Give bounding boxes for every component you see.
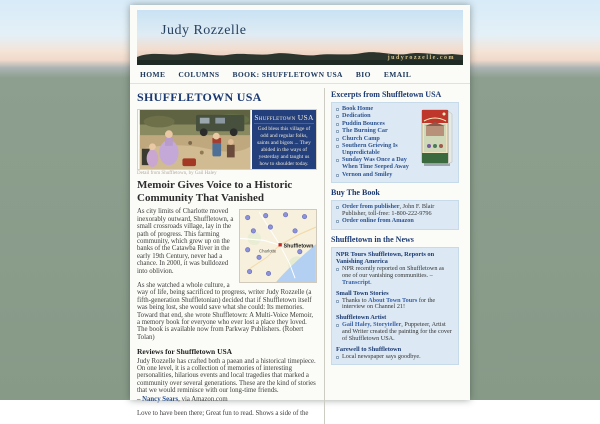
list-item (336, 322, 454, 343)
review-text: Judy Rozzelle has crafted both a paean and a historical timepiece. On one level, it is a collection of memories of interesting personalities, hilarious events and local tragedies that marked a community over several generations. These are the kind of stories that we would reminisce with our long-time friends. (137, 357, 316, 395)
list-item (336, 218, 454, 225)
buy-book-box (331, 200, 459, 230)
news-heading-small-town: Small Town Stories (336, 289, 389, 297)
content-area (130, 84, 470, 424)
panel-title: Shuffletown USA (254, 113, 314, 122)
list-bullet-icon (336, 356, 339, 359)
site-domain-label: judyrozzelle.com (387, 55, 455, 61)
panel-blessing-text: God bless this village of odd and regular folks, saints and bigots ... They abided in the ways of yesterday and taught us how to shoulder today. (257, 126, 311, 168)
region-map-image (239, 209, 317, 283)
reviews-heading: Reviews for Shuffletown USA (137, 347, 233, 357)
about-town-tours-link[interactable]: About Town Tours (368, 296, 418, 304)
list-bullet-icon (336, 174, 339, 177)
excerpt-link-puddin-bounces[interactable]: Puddin Bounces (342, 119, 385, 127)
publisher-details: , John F. Blair Publisher, toll-free: 1-800-222-9796 (342, 203, 435, 217)
review-author-link[interactable]: – Nancy Sears (137, 395, 179, 403)
list-bullet-icon (336, 300, 339, 303)
list-item (336, 204, 454, 218)
news-item-farewell: Local newspaper says goodbye. (342, 353, 421, 361)
list-bullet-icon (336, 123, 339, 126)
list-item (336, 172, 454, 179)
news-item-artist: Gail Haley, Storyteller, Puppeteer, Artist and Writer created the painting for the cover of Shuffletown USA. (342, 321, 452, 343)
excerpts-title: Excerpts from Shuffletown USA (331, 90, 442, 99)
review-partial-line: Love to have been there; Great fun to read. Shows a side of the (137, 410, 309, 418)
nav-book-shuffletown[interactable]: BOOK: SHUFFLETOWN USA (232, 70, 343, 79)
review-author-line (137, 396, 317, 403)
nav-home[interactable]: HOME (140, 70, 166, 79)
excerpts-box (331, 102, 459, 183)
main-nav (130, 65, 470, 84)
news-heading-artist: Shuffletown Artist (336, 314, 387, 322)
article-paragraph-2: As she watched a whole culture, a way of life, being sacrificed to progress, writer Judy Rozzelle (a fifth-generation Shuffletonian) decided that if Shuffletown itself was being lost, she would save what she could: Its memories. Toward that end, she wrote Shuffletown: A Multi-Voice Memoir, a memory book for everyone who ever lost a place they loved. The book is available now from Parkway Publishers. (Robert Tolan) (137, 281, 314, 341)
transcript-link[interactable]: Transcript (342, 278, 371, 286)
order-publisher-link[interactable]: Order from publisher (342, 203, 400, 211)
excerpt-link-sunday[interactable]: Sunday Was Once a Day When Time Seeped Away (342, 156, 409, 171)
article-heading: Memoir Gives Voice to a Historic Community That Vanished (137, 179, 293, 204)
excerpt-link-southern-grieving[interactable]: Southern Grieving Is Unpredictable (342, 142, 398, 156)
page-title: SHUFFLETOWN USA (137, 90, 262, 104)
excerpt-link-church-camp[interactable]: Church Camp (342, 134, 380, 142)
news-heading-farewell: Farewell to Shuffletown (336, 346, 402, 354)
excerpt-link-book-home[interactable]: Book Home (342, 105, 374, 112)
article-paragraph-1: As city limits of Charlotte moved inexorably outward, Shuffletown, a small crossroads village, lay in the path of progress. This farming community, which grew up on the banks of the Catawba River in the early 19th Century, never had a chance. In 2000, it was bulldozed into oblivion. (137, 208, 234, 275)
buy-book-title: Buy The Book (331, 188, 380, 198)
list-bullet-icon (336, 145, 339, 148)
list-bullet-icon (336, 220, 339, 223)
nav-columns[interactable]: COLUMNS (178, 70, 220, 79)
list-item (336, 266, 454, 287)
excerpt-link-dedication[interactable]: Dedication (342, 112, 371, 120)
list-bullet-icon (336, 108, 339, 111)
shuffletown-painting-image (138, 110, 252, 169)
excerpt-link-burning-car[interactable]: The Burning Car (342, 127, 388, 135)
list-bullet-icon (336, 115, 339, 118)
list-bullet-icon (336, 159, 339, 162)
news-item-npr: NPR recently reported on Shuffletown as one of our vanishing communities. – Transcript. (342, 264, 445, 286)
excerpt-link-vernon-smiley[interactable]: Vernon and Smiley (342, 170, 393, 178)
news-title: Shuffletown in the News (331, 234, 414, 244)
order-amazon-link[interactable]: Order online from Amazon (342, 217, 414, 225)
list-bullet-icon (336, 268, 339, 271)
header-banner (137, 10, 463, 65)
feature-image-block (137, 109, 317, 170)
sidebar (324, 88, 459, 424)
site-title: Judy Rozzelle (161, 23, 247, 38)
list-bullet-icon (336, 130, 339, 133)
list-item (336, 354, 454, 361)
buy-item-publisher (342, 204, 454, 218)
gail-haley-link[interactable]: Gail Haley, Storyteller (342, 321, 402, 329)
nav-bio[interactable]: BIO (355, 70, 371, 79)
main-article-column (137, 88, 321, 424)
map-marker-label: Shuffletown (283, 243, 314, 250)
news-heading-npr: NPR Tours Shuffletown, Reports on Vanishing America (336, 250, 435, 265)
list-bullet-icon (336, 206, 339, 209)
news-item-small-town: Thanks to About Town Tours for the interview on Channel 21! (342, 296, 436, 311)
list-item (336, 157, 417, 171)
image-caption: Detail from Shuffletown, by Gail Haley (137, 171, 217, 176)
nav-email[interactable]: EMAIL (383, 70, 412, 79)
list-item (336, 143, 417, 157)
map-city-label: Charlotte (259, 248, 277, 254)
list-bullet-icon (336, 138, 339, 141)
review-author-source: , via Amazon.com (178, 395, 228, 403)
list-item (336, 298, 454, 312)
book-cover-link[interactable] (420, 106, 454, 168)
article-body (137, 208, 317, 417)
content-column (130, 5, 470, 418)
news-box (331, 247, 459, 366)
feature-blue-panel (252, 110, 316, 169)
list-bullet-icon (336, 324, 339, 327)
